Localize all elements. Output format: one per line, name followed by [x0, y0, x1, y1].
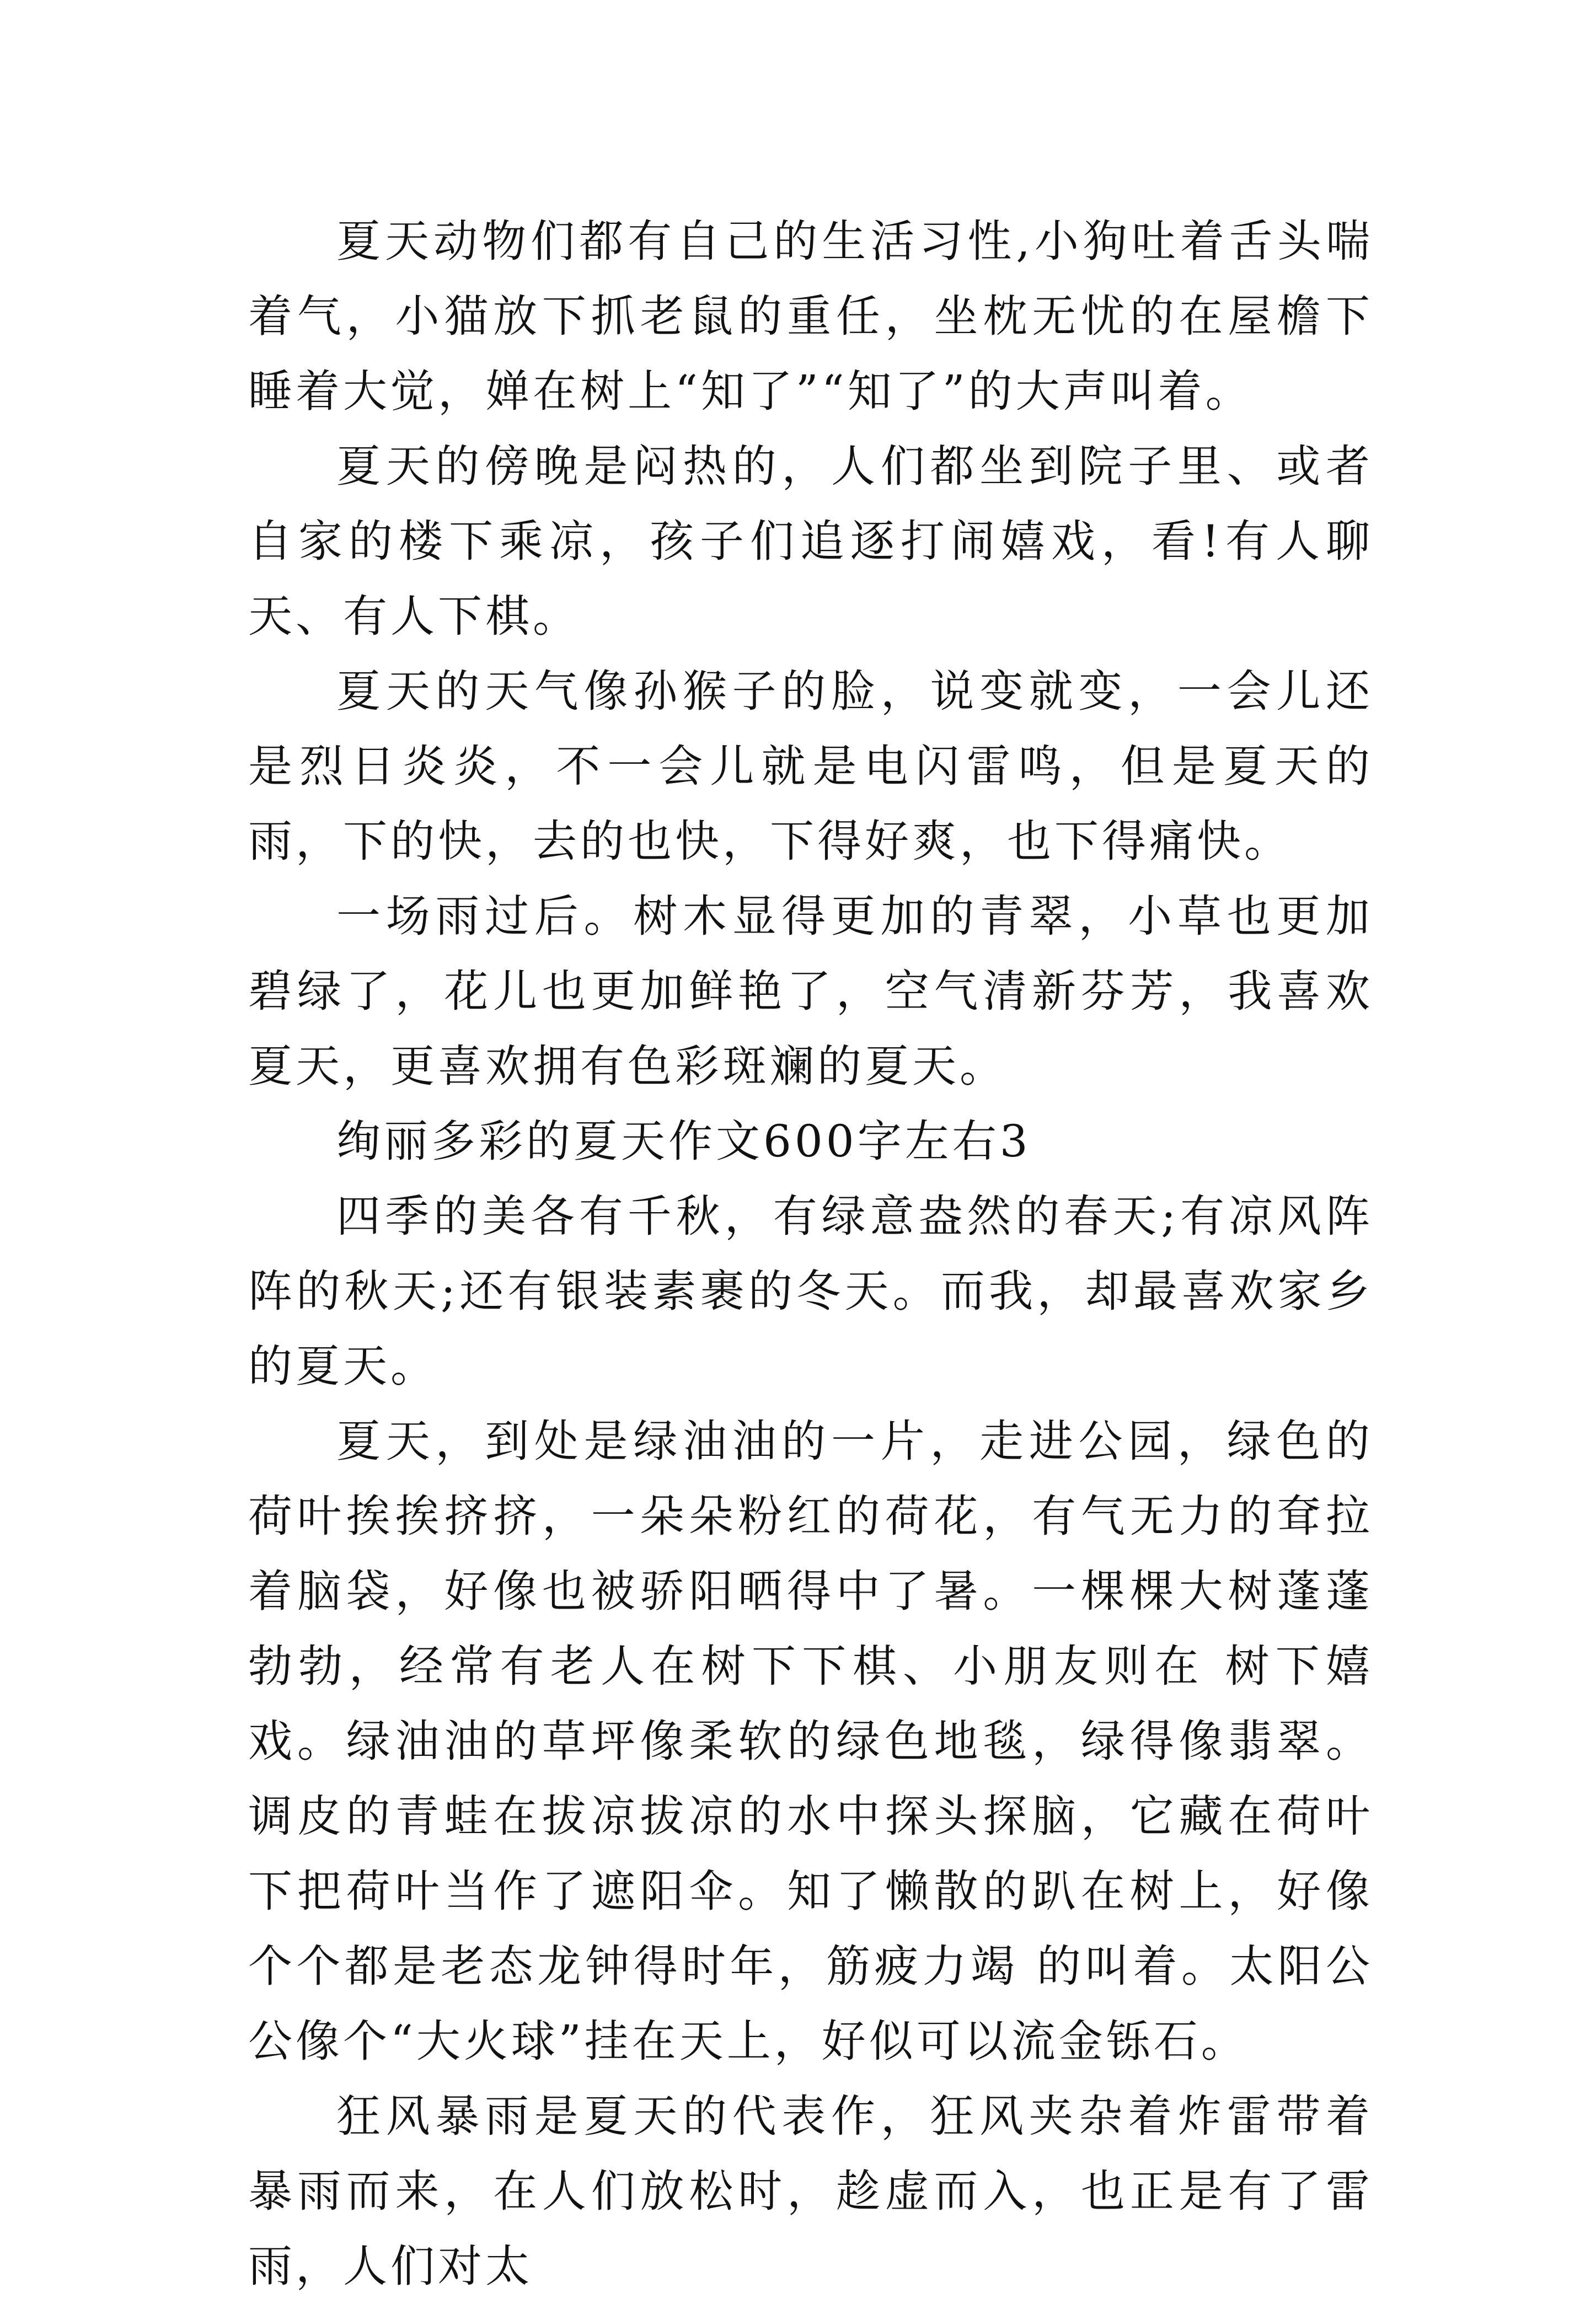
paragraph-4: 一场雨过后。树木显得更加的青翠，小草也更加碧绿了，花儿也更加鲜艳了，空气清新芬芳，我喜欢夏天，更喜欢拥有色彩斑斓的夏天。 — [248, 891, 1373, 1092]
paragraph-3: 夏天的天气像孙猴子的脸，说变就变，一会儿还是烈日炎炎，不一会儿就是电闪雷鸣，但是夏天的雨，下的快，去的也快，下得好爽，也下得痛快。 — [248, 666, 1373, 867]
document-body — [248, 204, 1373, 2304]
paragraph-1: 夏天动物们都有自己的生活习性,小狗吐着舌头喘着气，小猫放下抓老鼠的重任，坐枕无忧的在屋檐下睡着大觉，婵在树上“知了”“知了”的大声叫着。 — [248, 216, 1373, 417]
paragraph-2: 夏天的傍晚是闷热的，人们都坐到院子里、或者自家的楼下乘凉，孩子们追逐打闹嬉戏，看!有人聊天、有人下棋。 — [248, 441, 1373, 642]
paragraph-6: 夏天，到处是绿油油的一片，走进公园，绿色的荷叶挨挨挤挤，一朵朵粉红的荷花，有气无力的耷拉着脑袋，好像也被骄阳晒得中了暑。一棵棵大树蓬蓬勃勃，经常有老人在树下下棋、小朋友则在 树下嬉戏。绿油油的草坪像柔软的绿色地毯，绿得像翡翠。调皮的青蛙在拔凉拔凉的水中探头探脑，它藏在荷叶下把荷叶当作了遮阳伞。知了懒散的趴在树上，好像个个都是老态龙钟得时年，筋疲力竭 的叫着。太阳公公像个“大火球”挂在天上，好似可以流金铄石。 — [248, 1416, 1373, 2067]
essay-heading: 绚丽多彩的夏天作文600字左右3 — [336, 1116, 1031, 1167]
paragraph-7: 狂风暴雨是夏天的代表作，狂风夹杂着炸雷带着暴雨而来，在人们放松时，趁虚而入，也正是有了雷雨，人们对太 — [248, 2091, 1373, 2292]
paragraph-5: 四季的美各有千秋，有绿意盎然的春天;有凉风阵阵的秋天;还有银装素裹的冬天。而我，却最喜欢家乡的夏天。 — [248, 1191, 1373, 1392]
